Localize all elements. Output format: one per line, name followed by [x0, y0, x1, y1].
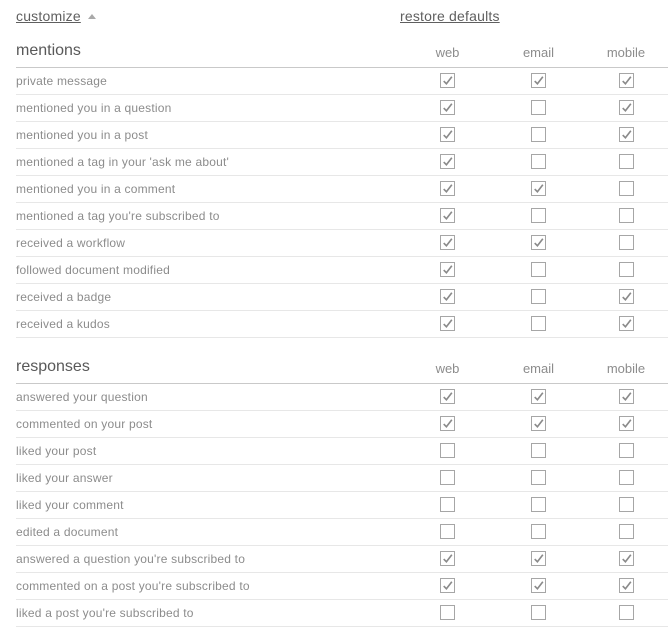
- checkbox-cell: [584, 415, 668, 433]
- checkbox-cell: [493, 288, 584, 306]
- checkbox-cell: [584, 496, 668, 514]
- checkbox-cell: [584, 153, 668, 171]
- checkbox-cell: [493, 550, 584, 568]
- table-row: [16, 438, 668, 465]
- checkbox-email[interactable]: [531, 127, 546, 142]
- checkbox-cell: [402, 469, 493, 487]
- checkbox-cell: [402, 234, 493, 252]
- checkbox-mobile[interactable]: [619, 235, 634, 250]
- column-header-email: email: [522, 45, 555, 60]
- checkbox-email[interactable]: [531, 605, 546, 620]
- check-icon: [441, 579, 454, 592]
- checkbox-cell: [402, 153, 493, 171]
- checkbox-web[interactable]: [440, 605, 455, 620]
- checkbox-email[interactable]: [531, 73, 546, 88]
- checkbox-web[interactable]: [440, 262, 455, 277]
- row-cells: [402, 126, 668, 144]
- row-label: commented on your post: [16, 417, 153, 431]
- checkbox-mobile[interactable]: [619, 389, 634, 404]
- check-icon: [441, 155, 454, 168]
- checkbox-cell: [402, 442, 493, 460]
- settings-sections: [16, 42, 668, 627]
- checkbox-cell: [493, 315, 584, 333]
- table-row: [16, 573, 668, 600]
- checkbox-cell: [402, 388, 493, 406]
- table-row: [16, 546, 668, 573]
- check-icon: [620, 317, 633, 330]
- row-label: mentioned a tag you're subscribed to: [16, 209, 220, 223]
- checkbox-mobile[interactable]: [619, 470, 634, 485]
- column-header-web: web: [435, 45, 460, 60]
- section-title: mentions: [16, 42, 81, 59]
- row-cells: [402, 550, 668, 568]
- column-headers: [402, 361, 668, 376]
- checkbox-cell: [402, 550, 493, 568]
- row-label: commented on a post you're subscribed to: [16, 579, 250, 593]
- checkbox-web[interactable]: [440, 470, 455, 485]
- checkbox-web[interactable]: [440, 235, 455, 250]
- checkbox-cell: [493, 261, 584, 279]
- checkbox-mobile[interactable]: [619, 605, 634, 620]
- check-icon: [441, 209, 454, 222]
- checkbox-mobile[interactable]: [619, 73, 634, 88]
- row-cells: [402, 496, 668, 514]
- check-icon: [620, 552, 633, 565]
- check-icon: [620, 579, 633, 592]
- row-label: mentioned you in a question: [16, 101, 172, 115]
- checkbox-mobile[interactable]: [619, 578, 634, 593]
- checkbox-cell: [584, 550, 668, 568]
- checkbox-cell: [402, 261, 493, 279]
- checkbox-web[interactable]: [440, 316, 455, 331]
- table-row: [16, 230, 668, 257]
- checkbox-web[interactable]: [440, 127, 455, 142]
- settings-section-responses: [16, 358, 668, 627]
- row-label: liked your post: [16, 444, 97, 458]
- check-icon: [441, 263, 454, 276]
- checkbox-cell: [584, 180, 668, 198]
- restore-defaults-link[interactable]: restore defaults: [400, 8, 500, 24]
- table-row: [16, 257, 668, 284]
- row-cells: [402, 315, 668, 333]
- checkbox-email[interactable]: [531, 100, 546, 115]
- column-header-web: web: [435, 361, 460, 376]
- checkbox-cell: [402, 415, 493, 433]
- column-header-mobile: mobile: [606, 361, 646, 376]
- table-row: [16, 176, 668, 203]
- row-label: answered your question: [16, 390, 148, 404]
- checkbox-cell: [584, 469, 668, 487]
- row-cells: [402, 180, 668, 198]
- checkbox-mobile[interactable]: [619, 524, 634, 539]
- check-icon: [532, 417, 545, 430]
- checkbox-cell: [584, 207, 668, 225]
- checkbox-mobile[interactable]: [619, 262, 634, 277]
- checkbox-cell: [493, 469, 584, 487]
- checkbox-cell: [493, 234, 584, 252]
- check-icon: [441, 101, 454, 114]
- row-label: followed document modified: [16, 263, 170, 277]
- checkbox-cell: [402, 180, 493, 198]
- checkbox-mobile[interactable]: [619, 127, 634, 142]
- checkbox-mobile[interactable]: [619, 497, 634, 512]
- row-cells: [402, 442, 668, 460]
- row-label: liked a post you're subscribed to: [16, 606, 194, 620]
- row-cells: [402, 469, 668, 487]
- checkbox-cell: [493, 442, 584, 460]
- checkbox-web[interactable]: [440, 73, 455, 88]
- checkbox-mobile[interactable]: [619, 100, 634, 115]
- check-icon: [532, 236, 545, 249]
- checkbox-web[interactable]: [440, 551, 455, 566]
- checkbox-email[interactable]: [531, 181, 546, 196]
- checkbox-email[interactable]: [531, 316, 546, 331]
- check-icon: [441, 552, 454, 565]
- checkbox-web[interactable]: [440, 416, 455, 431]
- column-header-email: email: [522, 361, 555, 376]
- checkbox-cell: [402, 99, 493, 117]
- checkbox-web[interactable]: [440, 389, 455, 404]
- checkbox-web[interactable]: [440, 578, 455, 593]
- table-row: [16, 311, 668, 338]
- check-icon: [620, 390, 633, 403]
- checkbox-web[interactable]: [440, 289, 455, 304]
- checkbox-cell: [584, 388, 668, 406]
- checkbox-email[interactable]: [531, 208, 546, 223]
- checkbox-cell: [402, 288, 493, 306]
- row-label: mentioned a tag in your 'ask me about': [16, 155, 229, 169]
- row-label: private message: [16, 74, 108, 88]
- checkbox-cell: [493, 153, 584, 171]
- checkbox-cell: [493, 72, 584, 90]
- checkbox-cell: [402, 72, 493, 90]
- check-icon: [620, 101, 633, 114]
- checkbox-email[interactable]: [531, 289, 546, 304]
- row-cells: [402, 234, 668, 252]
- checkbox-email[interactable]: [531, 154, 546, 169]
- checkbox-cell: [584, 288, 668, 306]
- checkbox-web[interactable]: [440, 208, 455, 223]
- checkbox-cell: [584, 604, 668, 622]
- table-row: [16, 149, 668, 176]
- row-cells: [402, 153, 668, 171]
- chevron-up-icon: [88, 14, 96, 19]
- row-cells: [402, 99, 668, 117]
- checkbox-cell: [402, 496, 493, 514]
- row-label: received a kudos: [16, 317, 110, 331]
- row-label: answered a question you're subscribed to: [16, 552, 246, 566]
- table-row: [16, 519, 668, 546]
- checkbox-cell: [493, 207, 584, 225]
- checkbox-email[interactable]: [531, 235, 546, 250]
- checkbox-cell: [584, 315, 668, 333]
- check-icon: [532, 552, 545, 565]
- checkbox-mobile[interactable]: [619, 316, 634, 331]
- column-header-mobile: mobile: [606, 45, 646, 60]
- check-icon: [441, 182, 454, 195]
- checkbox-cell: [584, 523, 668, 541]
- checkbox-cell: [584, 99, 668, 117]
- checkbox-cell: [584, 261, 668, 279]
- table-row: [16, 122, 668, 149]
- table-row: [16, 68, 668, 95]
- table-row: [16, 600, 668, 627]
- checkbox-cell: [493, 523, 584, 541]
- table-row: [16, 284, 668, 311]
- checkbox-cell: [584, 577, 668, 595]
- checkbox-web[interactable]: [440, 181, 455, 196]
- column-headers: [402, 45, 668, 60]
- checkbox-email[interactable]: [531, 578, 546, 593]
- row-label: mentioned you in a post: [16, 128, 149, 142]
- checkbox-cell: [493, 415, 584, 433]
- table-row: [16, 411, 668, 438]
- row-cells: [402, 388, 668, 406]
- section-header: [16, 42, 668, 68]
- check-icon: [532, 182, 545, 195]
- row-cells: [402, 577, 668, 595]
- checkbox-email[interactable]: [531, 262, 546, 277]
- check-icon: [441, 290, 454, 303]
- check-icon: [441, 390, 454, 403]
- checkbox-cell: [493, 577, 584, 595]
- settings-topbar: [16, 8, 668, 28]
- checkbox-web[interactable]: [440, 524, 455, 539]
- checkbox-cell: [584, 126, 668, 144]
- table-row: [16, 203, 668, 230]
- settings-section-mentions: [16, 42, 668, 338]
- checkbox-cell: [402, 577, 493, 595]
- row-cells: [402, 415, 668, 433]
- checkbox-cell: [402, 523, 493, 541]
- row-cells: [402, 261, 668, 279]
- checkbox-cell: [402, 207, 493, 225]
- check-icon: [620, 290, 633, 303]
- checkbox-cell: [584, 442, 668, 460]
- checkbox-cell: [493, 180, 584, 198]
- check-icon: [532, 579, 545, 592]
- checkbox-mobile[interactable]: [619, 443, 634, 458]
- checkbox-email[interactable]: [531, 443, 546, 458]
- checkbox-web[interactable]: [440, 443, 455, 458]
- checkbox-mobile[interactable]: [619, 208, 634, 223]
- check-icon: [620, 128, 633, 141]
- checkbox-mobile[interactable]: [619, 289, 634, 304]
- checkbox-cell: [493, 496, 584, 514]
- table-row: [16, 492, 668, 519]
- checkbox-email[interactable]: [531, 416, 546, 431]
- row-label: edited a document: [16, 525, 119, 539]
- check-icon: [441, 74, 454, 87]
- row-cells: [402, 72, 668, 90]
- checkbox-email[interactable]: [531, 551, 546, 566]
- check-icon: [441, 317, 454, 330]
- table-row: [16, 95, 668, 122]
- check-icon: [441, 236, 454, 249]
- checkbox-email[interactable]: [531, 470, 546, 485]
- checkbox-mobile[interactable]: [619, 416, 634, 431]
- row-label: liked your comment: [16, 498, 124, 512]
- check-icon: [532, 74, 545, 87]
- checkbox-email[interactable]: [531, 389, 546, 404]
- checkbox-email[interactable]: [531, 524, 546, 539]
- checkbox-mobile[interactable]: [619, 551, 634, 566]
- row-label: mentioned you in a comment: [16, 182, 176, 196]
- check-icon: [620, 74, 633, 87]
- row-cells: [402, 604, 668, 622]
- check-icon: [441, 128, 454, 141]
- checkbox-cell: [584, 72, 668, 90]
- checkbox-cell: [493, 99, 584, 117]
- row-label: received a workflow: [16, 236, 126, 250]
- table-row: [16, 465, 668, 492]
- row-cells: [402, 523, 668, 541]
- checkbox-cell: [584, 234, 668, 252]
- checkbox-cell: [493, 604, 584, 622]
- checkbox-cell: [402, 604, 493, 622]
- checkbox-web[interactable]: [440, 154, 455, 169]
- check-icon: [441, 417, 454, 430]
- check-icon: [532, 390, 545, 403]
- section-header: [16, 358, 668, 384]
- checkbox-mobile[interactable]: [619, 154, 634, 169]
- table-row: [16, 384, 668, 411]
- customize-label: customize: [16, 8, 81, 24]
- row-label: received a badge: [16, 290, 112, 304]
- checkbox-cell: [493, 126, 584, 144]
- section-title: responses: [16, 358, 90, 375]
- checkbox-web[interactable]: [440, 497, 455, 512]
- checkbox-cell: [402, 315, 493, 333]
- checkbox-email[interactable]: [531, 497, 546, 512]
- row-label: liked your answer: [16, 471, 113, 485]
- row-cells: [402, 207, 668, 225]
- checkbox-mobile[interactable]: [619, 181, 634, 196]
- checkbox-cell: [402, 126, 493, 144]
- checkbox-web[interactable]: [440, 100, 455, 115]
- checkbox-cell: [493, 388, 584, 406]
- customize-link[interactable]: [16, 8, 96, 24]
- check-icon: [620, 417, 633, 430]
- row-cells: [402, 288, 668, 306]
